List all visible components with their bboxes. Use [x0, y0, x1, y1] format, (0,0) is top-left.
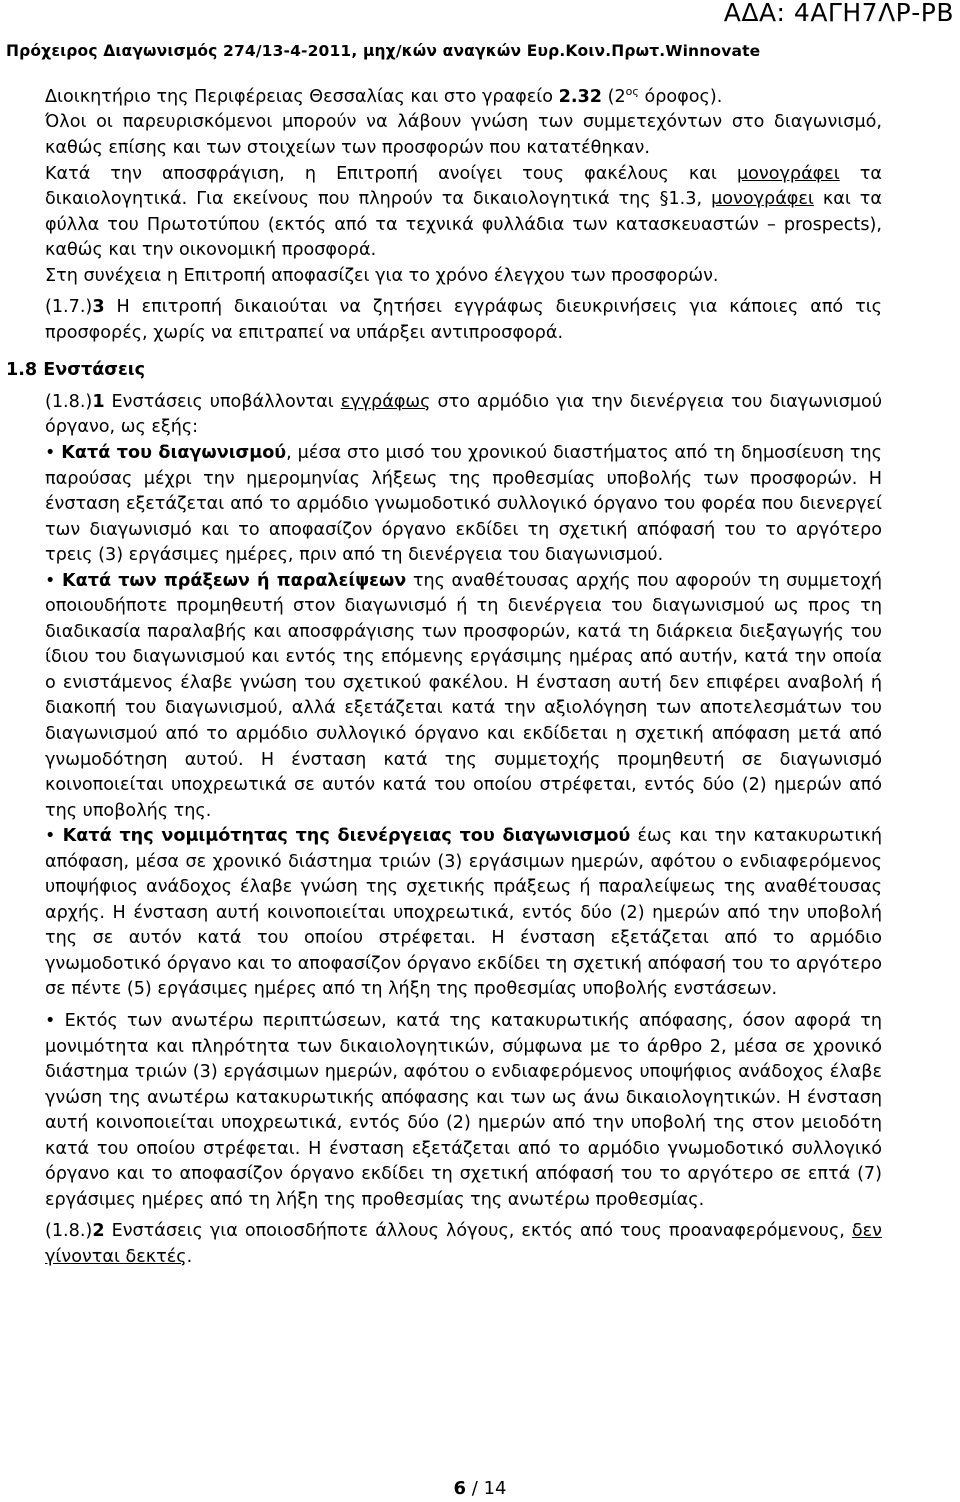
bullet-against-legality: • Κατά της νομιμότητας της διενέργειας του διαγωνισμού έως και την κατακυρωτική απόφαση, μέσα σε χρονικό διάστημα τριών (3) εργάσιμων ημερών, αφότου ο ενδιαφερόμενος υποψήφιος ανάδοχος έλαβε γνώση της σχετικής πράξεως ή παραλείψεως της αναθέτουσας αρχής. Η ένσταση αυτή κοινοποιείται υποχρεωτικά, εντός δύο (2) ημερών από την υποβολή της σε αυτόν κατά του οποίου στρέφεται. Η ένσταση εξετάζεται από το αρμόδιο γνωμοδοτικό όργανο και το αποφασίζον όργανο εκδίδει τη σχετική απόφασή του το αργότερο σε πέντε (5) εργάσιμες ημέρες από τη λήξη της προθεσμίας υποβολής ενστάσεων. — [45, 826, 882, 1000]
paragraph-next-step: Στη συνέχεια η Επιτροπή αποφασίζει για το χρόνο έλεγχου των προσφορών. — [45, 265, 719, 286]
ada-code: ΑΔΑ: 4ΑΓΗ7ΛΡ-ΡΒ — [723, 0, 954, 27]
paragraph-other-reasons: (1.8.)2 Ενστάσεις για οποιοσδήποτε άλλους λόγους, εκτός από τους προαναφερόμενους, δεν γίνονται δεκτές. — [45, 1221, 882, 1267]
bullet-icon: • — [45, 570, 56, 591]
bullet-against-acts: • Κατά των πράξεων ή παραλείψεων της αναθέτουσας αρχής που αφορούν τη συμμετοχή οποιουδήποτε προμηθευτή στον διαγωνισμό ή τη διενέργεια του διαγωνισμού ως προς τη διαδικασία παραλαβής και αποσφράγισης των προσφορών, κατά τη διάρκεια διεξαγωγής του ίδιου του διαγωνισμού και εντός της επόμενης εργάσιμης ημέρας από αυτήν, κατά την οποία ο ενιστάμενος έλαβε γνώση του σχετικού φακέλου. Η ένσταση αυτή δεν επιφέρει αναβολή ή διακοπή του διαγωνισμού, αλλά εξετάζεται κατά την αξιολόγηση των αποτελεσμάτων του διαγωνισμού από το αρμόδιο συλλογικό όργανο και εκδίδεται η σχετική απόφαση μετά από γνωμοδότηση αυτού. Η ένσταση κατά της συμμετοχής προμηθευτή σε διαγωνισμό κοινοποιείται υποχρεωτικά σε αυτόν κατά του οποίου στρέφεται, εντός δύο (2) ημερών από της υποβολής της. — [45, 570, 882, 821]
objections-block — [6, 390, 882, 1271]
paragraph-unsealing: Κατά την αποσφράγιση, η Επιτροπή ανοίγει τους φακέλους και μονογράφει τα δικαιολογητικά. Για εκείνους που πληρούν τα δικαιολογητικά της §1.3, μονογράφει και τα φύλλα του Πρωτοτύπου (εκτός από τα τεχνικά φυλλάδια των κατασκευαστών – prospects), καθώς και την οικονομική προσφορά. — [45, 163, 882, 261]
bullet-against-tender: • Κατά του διαγωνισμού, μέσα στο μισό του χρονικού διαστήματος από τη δημοσίευση της παρούσας μέχρι την ημερομηνίας λήξεως της προθεσμίας υποβολής των προσφορών. Η ένσταση εξετάζεται από το αρμόδιο γνωμοδοτικό συλλογικό όργανο του φορέα που διενεργεί των διαγωνισμό και το αποφασίζον όργανο εκδίδει τη σχετική απόφασή του το αργότερο τρεις (3) εργάσιμες ημέρες, πριν από τη διενέργεια του διαγωνισμού. — [45, 442, 882, 566]
paragraph-clarifications: (1.7.)3 Η επιτροπή δικαιούται να ζητήσει εγγράφως διευκρινήσεις για κάποιες από τις προσφορές, χωρίς να επιτραπεί να υπάρξει αντιπροσφορά. — [45, 297, 882, 343]
bullet-other-cases: • Εκτός των ανωτέρω περιπτώσεων, κατά της κατακυρωτικής απόφασης, όσον αφορά τη μονιμότητα και πληρότητα των δικαιολογητικών, σύμφωνα με το άρθρο 2, μέσα σε χρονικό διάστημα τριών (3) εργάσιμων ημερών, αφότου ο ενδιαφερόμενος υποψήφιος ανάδοχος έλαβε γνώση της ανωτέρω κατακυρωτικής απόφασης και των ως άνω δικαιολογητικών. Η ένσταση αυτή κοινοποιείται υποχρεωτικά, εντός δύο (2) ημερών από την υποβολή της στον μειοδότη κατά του οποίου στρέφεται. Η ένσταση εξετάζεται από το αρμόδιο γνωμοδοτικό συλλογικό όργανο και το αποφασίζον όργανο εκδίδει τη σχετική απόφασή του το αργότερο σε επτά (7) εργάσιμες ημέρες από τη λήξη της προθεσμίας της ανωτέρω προθεσμίας. — [45, 1011, 882, 1210]
paragraph-objections-intro: (1.8.)1 Ενστάσεις υποβάλλονται εγγράφως στο αρμόδιο για την διενέργεια του διαγωνισμού όργανο, ως εξής: — [45, 391, 882, 438]
paragraph-location: Διοικητήριο της Περιφέρειας Θεσσαλίας και στο γραφείο 2.32 ($2^{o\varsigma}$ όροφος). — [45, 85, 723, 107]
paragraph-attendees: Όλοι οι παρευρισκόμενοι μπορούν να λάβουν γνώση των συμμετεχόντων στο διαγωνισμό, καθώς επίσης και των στοιχείων των προσφορών που κατατέθηκαν. — [45, 112, 882, 158]
page-number: 6 / 14 — [453, 1478, 507, 1499]
section-title: 1.8 Ενστάσεις — [6, 360, 146, 381]
document-body — [6, 79, 882, 1270]
bullet-icon: • — [45, 1011, 56, 1031]
bullet-icon: • — [45, 826, 56, 847]
opening-block — [6, 79, 882, 346]
document-header: Πρόχειρος Διαγωνισμός 274/13-4-2011, μηχ/κών αναγκών Ευρ.Κοιν.Πρωτ.Winnovate — [6, 42, 761, 60]
bullet-icon: • — [45, 442, 56, 463]
